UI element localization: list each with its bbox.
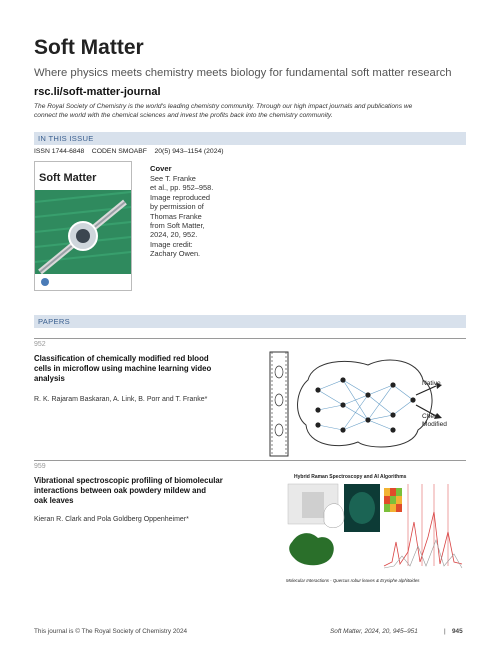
paper-title-line: Classification of chemically modified red blood xyxy=(34,354,209,363)
papers-heading: PAPERS xyxy=(38,317,71,326)
paper-page-number: 959 xyxy=(34,463,46,470)
figure-title: Hybrid Raman Spectroscopy and AI Algorithms xyxy=(294,474,407,480)
cover-thumbnail-title: Soft Matter xyxy=(39,172,97,184)
paper-title-line: analysis xyxy=(34,374,65,383)
cover-line: Image credit: xyxy=(150,239,193,249)
figure-caption: Molecular Interactions - Quercus robur leaves & Erysiphe alphitoides xyxy=(286,578,420,583)
cover-description xyxy=(150,174,222,259)
cover-heading: Cover xyxy=(150,164,172,173)
paper-title-line: oak leaves xyxy=(34,496,74,505)
journal-tagline: Where physics meets chemistry meets biology for fundamental soft matter research xyxy=(34,67,452,79)
paper-title-line: Vibrational spectroscopic profiling of biomolecular xyxy=(34,476,223,485)
journal-url[interactable]: rsc.li/soft-matter-journal xyxy=(34,86,161,98)
neural-network-diagram xyxy=(268,350,466,458)
cover-image[interactable] xyxy=(34,161,132,291)
cover-line: Thomas Franke xyxy=(150,211,202,221)
paper-title[interactable] xyxy=(34,354,262,384)
cover-line: See T. Franke xyxy=(150,174,196,183)
cover-line: 2024, 20, 952. xyxy=(150,230,198,240)
papers-bar xyxy=(34,315,466,328)
paper-figure-rbc-classification xyxy=(268,350,466,458)
paper-authors: Kieran R. Clark and Pola Goldberg Oppenheimer* xyxy=(34,516,189,523)
cover-line: from Soft Matter, xyxy=(150,221,205,231)
paper-title[interactable] xyxy=(34,476,262,506)
issn-line: ISSN 1744-6848 CODEN SMOABF 20(5) 943–1154 (2024) xyxy=(34,148,224,155)
in-this-issue-heading: IN THIS ISSUE xyxy=(38,134,94,143)
footer-copyright: This journal is © The Royal Society of Chemistry 2024 xyxy=(34,628,188,635)
paper-title-line: interactions between oak powdery mildew and xyxy=(34,486,207,495)
paper-title-line: cells in microflow using machine learning video xyxy=(34,364,212,373)
cover-line: et al., pp. 952–958. xyxy=(150,183,214,193)
paper-divider xyxy=(34,460,466,461)
footer-separator: | xyxy=(444,628,446,635)
intro-line: connect the world with the chemical sciences and invest the profits back into the chemistry community. xyxy=(34,112,333,119)
intro-line: The Royal Society of Chemistry is the world's leading chemistry community. Through our high impact journals and publications we xyxy=(34,103,413,110)
paper-page-number: 952 xyxy=(34,341,46,348)
figure-label-chem: Chem. xyxy=(422,413,442,420)
paper-figure-raman-spectroscopy xyxy=(284,474,466,586)
paper-authors: R. K. Rajaram Baskaran, A. Link, B. Porr and T. Franke* xyxy=(34,396,208,403)
journal-title: Soft Matter xyxy=(34,36,144,59)
paper-divider xyxy=(34,338,466,339)
figure-label-modified: Modified xyxy=(422,421,447,428)
cover-line: Zachary Owen. xyxy=(150,249,201,259)
cover-line: by permission of xyxy=(150,202,204,212)
in-this-issue-bar xyxy=(34,132,466,145)
footer-page-number: 945 xyxy=(452,628,463,635)
cover-line: Image reproduced xyxy=(150,192,210,202)
raman-figure-graphics xyxy=(284,482,466,578)
figure-label-native: Native xyxy=(422,380,441,387)
footer-citation: Soft Matter, 2024, 20, 945–951 xyxy=(330,628,418,635)
journal-intro xyxy=(34,102,466,120)
